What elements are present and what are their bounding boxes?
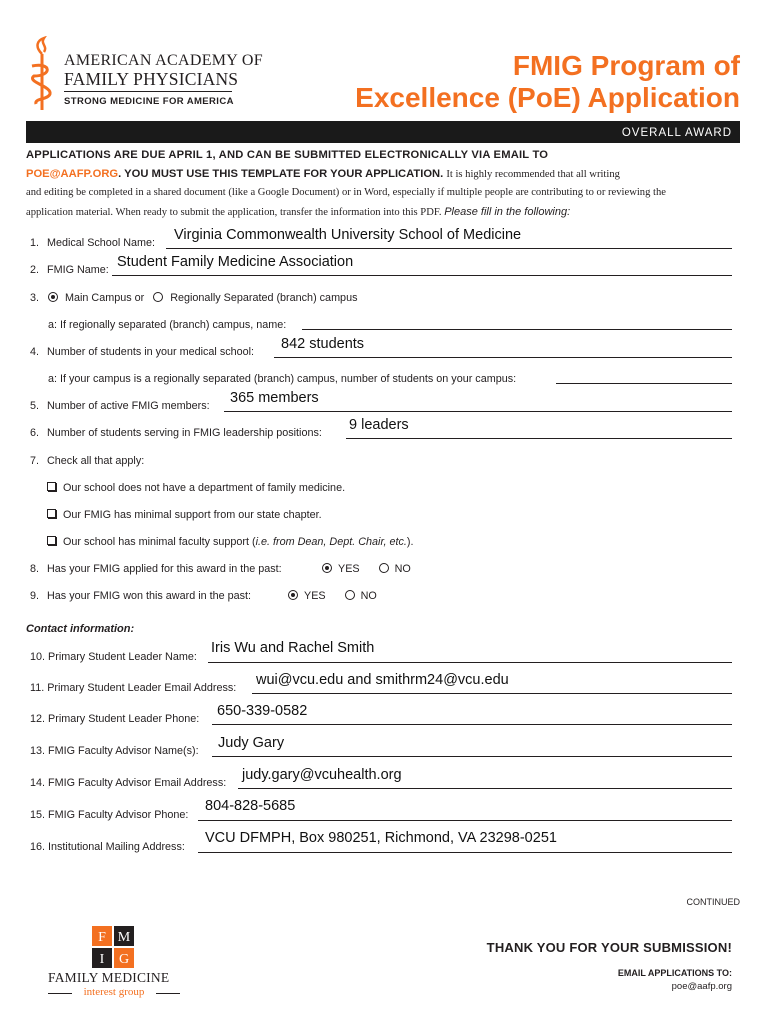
q14-text: FMIG Faculty Advisor Email Address: (48, 777, 227, 789)
fmig-name-field[interactable]: Student Family Medicine Association (117, 254, 354, 270)
won-no-label: NO (360, 590, 377, 602)
student-count-field[interactable]: 842 students (281, 336, 365, 352)
contact-heading: Contact information: (26, 623, 135, 635)
q14-number: 14. (30, 777, 46, 789)
q14-label (30, 777, 226, 789)
submission-email-link[interactable]: POE@AAFP.ORG (26, 168, 119, 180)
student-leader-phone-field[interactable]: 650-339-0582 (217, 703, 308, 719)
branch-student-count-field[interactable] (556, 383, 732, 384)
branch-campus-label: Regionally Separated (branch) campus (170, 292, 358, 304)
q9-options (288, 590, 377, 602)
checklist-item-label-a: Our school has minimal faculty support ( (63, 536, 256, 548)
continued-label: CONTINUED (686, 897, 740, 907)
q12-label (30, 713, 199, 725)
won-no-radio[interactable] (345, 590, 355, 600)
aafp-logo-icon (28, 36, 58, 112)
due-date-notice: APPLICATIONS ARE DUE APRIL 1, AND CAN BE SUBMITTED ELECTRONICALLY VIA EMAIL TO (26, 149, 549, 161)
page-title-line1: FMIG Program of (512, 50, 740, 81)
fmig-logo-name: FAMILY MEDICINE (48, 970, 170, 985)
applied-no-label: NO (394, 563, 411, 575)
q11-text: Primary Student Leader Email Address: (47, 682, 237, 694)
fmig-logo-icon (92, 926, 134, 968)
q2-label: FMIG Name: (47, 264, 109, 276)
instructions-line (26, 168, 620, 180)
thank-you-heading: THANK YOU FOR YOUR SUBMISSION! (486, 940, 732, 955)
q6-number: 6. (30, 427, 40, 439)
q9-label: Has your FMIG won this award in the past: (47, 590, 252, 602)
q1-label: Medical School Name: (47, 237, 156, 249)
logo-divider (64, 91, 232, 92)
faculty-advisor-phone-field[interactable]: 804-828-5685 (205, 798, 296, 814)
q5-number: 5. (30, 400, 40, 412)
checklist-item (47, 536, 413, 548)
q10-text: Primary Student Leader Name: (48, 651, 197, 663)
checklist-item-label-c: ). (406, 536, 414, 548)
checklist-item-label: Our school does not have a department of family medicine. (63, 482, 346, 494)
fmig-letter: I (99, 952, 105, 967)
q12-text: Primary Student Leader Phone: (48, 713, 200, 725)
q3a-label: a: If regionally separated (branch) campus, name: (48, 319, 287, 331)
q6-label: Number of students serving in FMIG leadership positions: (47, 427, 322, 439)
applied-yes-radio[interactable] (322, 563, 332, 573)
q9-number: 9. (30, 590, 40, 602)
q7-number: 7. (30, 455, 40, 467)
recommendation-text-a: It is highly recommended that all writing (446, 169, 620, 180)
q10-underline (208, 662, 732, 663)
active-members-field[interactable]: 365 members (230, 390, 319, 406)
q16-label (30, 841, 185, 853)
checklist-item-label-b: i.e. from Dean, Dept. Chair, etc. (255, 536, 407, 548)
leadership-count-field[interactable]: 9 leaders (349, 417, 409, 433)
branch-campus-radio[interactable] (153, 292, 163, 302)
faculty-advisor-email-field[interactable]: judy.gary@vcuhealth.org (242, 767, 402, 783)
q3-options (48, 292, 357, 304)
q3-number: 3. (30, 292, 40, 304)
org-name-line2: FAMILY PHYSICIANS (64, 69, 239, 89)
fmig-logo-subtitle: interest group (83, 986, 145, 998)
fmig-rule-right (156, 993, 180, 994)
footer-email-link[interactable]: poe@aafp.org (671, 981, 732, 992)
q15-number: 15. (30, 809, 46, 821)
q12-underline (212, 724, 732, 725)
org-name-line1: AMERICAN ACADEMY OF (64, 52, 263, 69)
faculty-advisor-name-field[interactable]: Judy Gary (218, 735, 285, 751)
main-campus-radio[interactable] (48, 292, 58, 302)
fill-in-prompt: Please fill in the following: (444, 206, 571, 218)
recommendation-text-b: and editing be completed in a shared document (like a Google Document) or in Word, especially if multiple people are contributing to or reviewing the (26, 187, 666, 198)
mailing-address-field[interactable]: VCU DFMPH, Box 980251, Richmond, VA 23298-0251 (205, 830, 557, 846)
q13-underline (212, 756, 732, 757)
q6-underline (346, 438, 732, 439)
checklist-item (47, 482, 345, 494)
q14-underline (238, 788, 732, 789)
q15-text: FMIG Faculty Advisor Phone: (48, 809, 189, 821)
fmig-letter: F (98, 930, 106, 945)
section-bar-label: OVERALL AWARD (621, 127, 732, 139)
q12-number: 12. (30, 713, 46, 725)
template-requirement: . YOU MUST USE THIS TEMPLATE FOR YOUR APPLICATION. (118, 168, 444, 180)
q5-label: Number of active FMIG members: (47, 400, 210, 412)
q16-text: Institutional Mailing Address: (48, 841, 185, 853)
q2-underline (112, 275, 732, 276)
q8-label: Has your FMIG applied for this award in the past: (47, 563, 282, 575)
q8-options (322, 563, 411, 575)
medical-school-name-field[interactable]: Virginia Commonwealth University School of Medicine (174, 227, 522, 243)
fmig-letter: G (118, 952, 130, 967)
q1-underline (166, 248, 732, 249)
q4a-label: a: If your campus is a regionally separated (branch) campus, number of students on your campus: (48, 373, 517, 385)
q2-number: 2. (30, 264, 40, 276)
q5-underline (224, 411, 732, 412)
q7-label: Check all that apply: (47, 455, 145, 467)
page-title-line2: Excellence (PoE) Application (355, 82, 740, 113)
q13-label (30, 745, 199, 757)
checklist-item (47, 509, 322, 521)
q11-label (30, 682, 236, 694)
q11-underline (252, 693, 732, 694)
q15-underline (198, 820, 732, 821)
q13-number: 13. (30, 745, 46, 757)
recommendation-text-c: application material. When ready to submit the application, transfer the information into this PDF. (26, 207, 442, 218)
q15-label (30, 809, 188, 821)
q16-number: 16. (30, 841, 46, 853)
minimal-faculty-support-checkbox[interactable] (47, 536, 56, 545)
q10-number: 10. (30, 651, 46, 663)
applied-yes-label: YES (338, 563, 360, 575)
q13-text: FMIG Faculty Advisor Name(s): (48, 745, 199, 757)
q4-label: Number of students in your medical school: (47, 346, 255, 358)
won-yes-label: YES (304, 590, 326, 602)
q4-underline (274, 357, 732, 358)
q11-number: 11. (30, 682, 45, 694)
minimal-chapter-support-checkbox[interactable] (47, 509, 56, 518)
org-tagline: STRONG MEDICINE FOR AMERICA (64, 96, 234, 107)
student-leader-email-field[interactable]: wui@vcu.edu and smithrm24@vcu.edu (256, 672, 509, 688)
won-yes-radio[interactable] (288, 590, 298, 600)
q1-number: 1. (30, 237, 40, 249)
q8-number: 8. (30, 563, 40, 575)
main-campus-label: Main Campus or (65, 292, 145, 304)
student-leader-name-field[interactable]: Iris Wu and Rachel Smith (211, 640, 375, 656)
q16-underline (198, 852, 732, 853)
q10-label (30, 651, 197, 663)
no-department-checkbox[interactable] (47, 482, 56, 491)
checklist-item-label: Our FMIG has minimal support from our state chapter. (63, 509, 322, 521)
applied-no-radio[interactable] (379, 563, 389, 573)
q4-number: 4. (30, 346, 40, 358)
fmig-letter: M (117, 930, 131, 945)
branch-campus-name-field[interactable] (302, 329, 732, 330)
instructions-line-4 (26, 206, 570, 218)
email-applications-label: EMAIL APPLICATIONS TO: (617, 968, 732, 978)
